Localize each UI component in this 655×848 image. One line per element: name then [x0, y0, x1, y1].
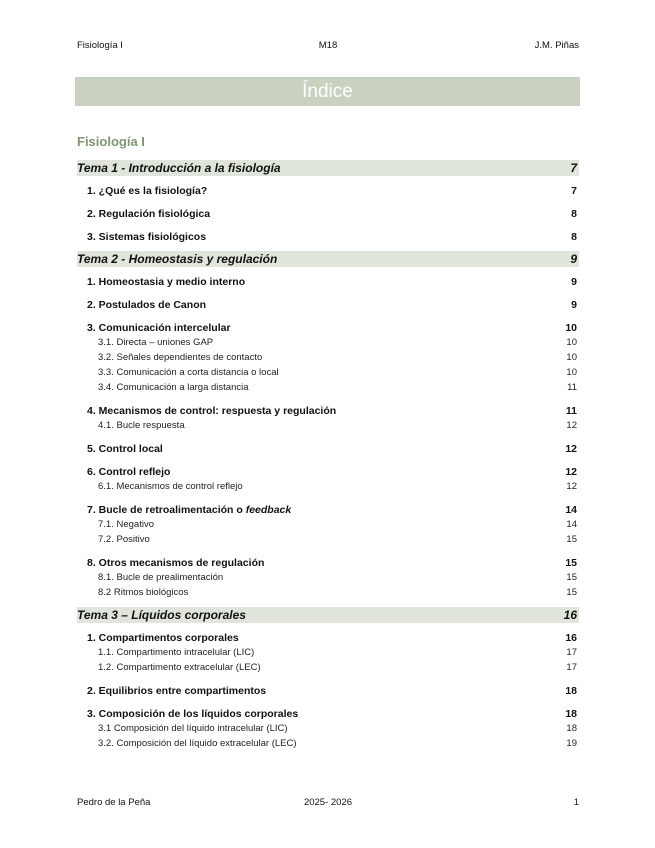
footer-author: Pedro de la Peña: [77, 797, 151, 808]
toc-subentry[interactable]: [77, 335, 579, 350]
toc-entry[interactable]: [77, 706, 579, 721]
toc-entry-page: 10: [565, 321, 577, 334]
toc-entry-title: 2. Equilibrios entre compartimentos: [87, 684, 267, 697]
toc-entry[interactable]: [77, 206, 579, 221]
toc-entry-page: 18: [565, 707, 577, 720]
toc-subentry-title: 1.2. Compartimento extracelular (LEC): [98, 662, 261, 673]
toc-entry-page: 14: [565, 503, 577, 516]
toc-entry-title: 5. Control local: [87, 442, 163, 455]
table-of-contents: [77, 160, 579, 758]
toc-entry-page: 15: [565, 556, 577, 569]
section-title: Fisiología I: [77, 134, 145, 149]
toc-entry-page: 12: [565, 442, 577, 455]
toc-tema-title: Tema 3 – Líquidos corporales: [77, 608, 246, 622]
toc-subentry-page: 17: [566, 662, 577, 673]
toc-entry-page: 7: [571, 184, 577, 197]
toc-tema-title: Tema 2 - Homeostasis y regulación: [77, 252, 278, 266]
toc-entry-title: 6. Control reflejo: [87, 465, 171, 478]
header-code: M18: [318, 40, 338, 51]
toc-subentry-page: 11: [567, 382, 577, 393]
toc-entry[interactable]: [77, 229, 579, 244]
toc-tema-page: 7: [570, 161, 577, 175]
toc-subentry-title: 8.1. Bucle de prealimentación: [98, 572, 224, 583]
toc-entry-page: 16: [565, 631, 577, 644]
toc-subentry[interactable]: [77, 660, 579, 675]
page-number: 1: [573, 797, 579, 808]
page-header: [77, 40, 579, 54]
toc-subentry-page: 17: [566, 647, 577, 658]
toc-subentry[interactable]: [77, 570, 579, 585]
toc-entry[interactable]: [77, 502, 579, 517]
toc-entry[interactable]: [77, 183, 579, 198]
toc-subentry[interactable]: [77, 365, 579, 380]
toc-entry-title: 3. Sistemas fisiológicos: [87, 230, 207, 243]
toc-subentry-page: 12: [566, 481, 577, 492]
toc-subentry[interactable]: [77, 380, 579, 395]
toc-subentry-page: 19: [566, 738, 577, 749]
toc-subentry[interactable]: [77, 645, 579, 660]
toc-subentry[interactable]: [77, 721, 579, 736]
toc-entry-title: 3. Comunicación intercelular: [87, 321, 231, 334]
toc-subentry-title: 3.4. Comunicación a larga distancia: [98, 382, 249, 393]
toc-entry[interactable]: [77, 274, 579, 289]
toc-tema-page: 16: [563, 608, 577, 622]
toc-tema-title: Tema 1 - Introducción a la fisiología: [77, 161, 281, 175]
index-title: Índice: [302, 81, 353, 102]
toc-subentry[interactable]: [77, 479, 579, 494]
toc-subentry-title: 3.3. Comunicación a corta distancia o local: [98, 367, 279, 378]
toc-entry[interactable]: [77, 555, 579, 570]
toc-subentry-page: 14: [566, 519, 577, 530]
toc-subentry-title: 7.1. Negativo: [98, 519, 154, 530]
toc-subentry-page: 15: [566, 534, 577, 545]
toc-entry-page: 18: [565, 684, 577, 697]
toc-subentry-title: 8.2 Ritmos biológicos: [98, 587, 189, 598]
toc-subentry[interactable]: [77, 585, 579, 600]
toc-subentry[interactable]: [77, 517, 579, 532]
toc-entry[interactable]: [77, 683, 579, 698]
toc-entry-title: 1. Homeostasia y medio interno: [87, 275, 246, 288]
toc-subentry[interactable]: [77, 532, 579, 547]
toc-subentry-title: 6.1. Mecanismos de control reflejo: [98, 481, 243, 492]
toc-tema-row[interactable]: [77, 607, 579, 623]
toc-subentry-title: 1.1. Compartimento intracelular (LIC): [98, 647, 255, 658]
toc-entry[interactable]: [77, 630, 579, 645]
toc-subentry-title: 3.2. Señales dependientes de contacto: [98, 352, 263, 363]
toc-subentry[interactable]: [77, 736, 579, 751]
toc-entry-title: 8. Otros mecanismos de regulación: [87, 556, 265, 569]
toc-entry-page: 8: [571, 207, 577, 220]
toc-subentry-page: 10: [566, 367, 577, 378]
toc-entry-title: 1. ¿Qué es la fisiología?: [87, 184, 208, 197]
toc-entry-page: 8: [571, 230, 577, 243]
toc-subentry[interactable]: [77, 350, 579, 365]
header-author: J.M. Piñas: [534, 40, 579, 51]
toc-subentry-page: 15: [566, 587, 577, 598]
toc-entry-title: 2. Postulados de Canon: [87, 298, 207, 311]
index-banner: [75, 77, 580, 106]
toc-entry-page: 9: [571, 298, 577, 311]
toc-entry[interactable]: [77, 441, 579, 456]
toc-entry-title: 7. Bucle de retroalimentación o feedback: [87, 503, 292, 516]
toc-subentry-title: 3.1 Composición del líquido intracelular (LIC): [98, 723, 288, 734]
page-footer: [77, 797, 579, 811]
toc-subentry-title: 4.1. Bucle respuesta: [98, 420, 185, 431]
toc-entry[interactable]: [77, 297, 579, 312]
toc-entry-page: 9: [571, 275, 577, 288]
toc-entry-title: 4. Mecanismos de control: respuesta y regulación: [87, 404, 337, 417]
toc-entry-page: 12: [565, 465, 577, 478]
toc-entry[interactable]: [77, 403, 579, 418]
toc-tema-page: 9: [570, 252, 577, 266]
toc-entry-page: 11: [565, 404, 577, 417]
footer-year: 2025- 2026: [303, 797, 353, 808]
toc-entry[interactable]: [77, 320, 579, 335]
toc-entry-title: 1. Compartimentos corporales: [87, 631, 239, 644]
header-subject: Fisiología I: [77, 40, 123, 51]
toc-entry-title: 2. Regulación fisiológica: [87, 207, 211, 220]
toc-subentry-page: 10: [566, 337, 577, 348]
toc-subentry-title: 3.1. Directa – uniones GAP: [98, 337, 214, 348]
toc-subentry[interactable]: [77, 418, 579, 433]
toc-entry-title: 3. Composición de los líquidos corporales: [87, 707, 299, 720]
toc-subentry-title: 7.2. Positivo: [98, 534, 150, 545]
toc-subentry-page: 18: [566, 723, 577, 734]
toc-tema-row[interactable]: [77, 251, 579, 267]
toc-subentry-title: 3.2. Composición del líquido extracelular (LEC): [98, 738, 297, 749]
toc-subentry-page: 15: [566, 572, 577, 583]
toc-subentry-page: 10: [566, 352, 577, 363]
toc-tema-row[interactable]: [77, 160, 579, 176]
toc-subentry-page: 12: [566, 420, 577, 431]
toc-entry[interactable]: [77, 464, 579, 479]
